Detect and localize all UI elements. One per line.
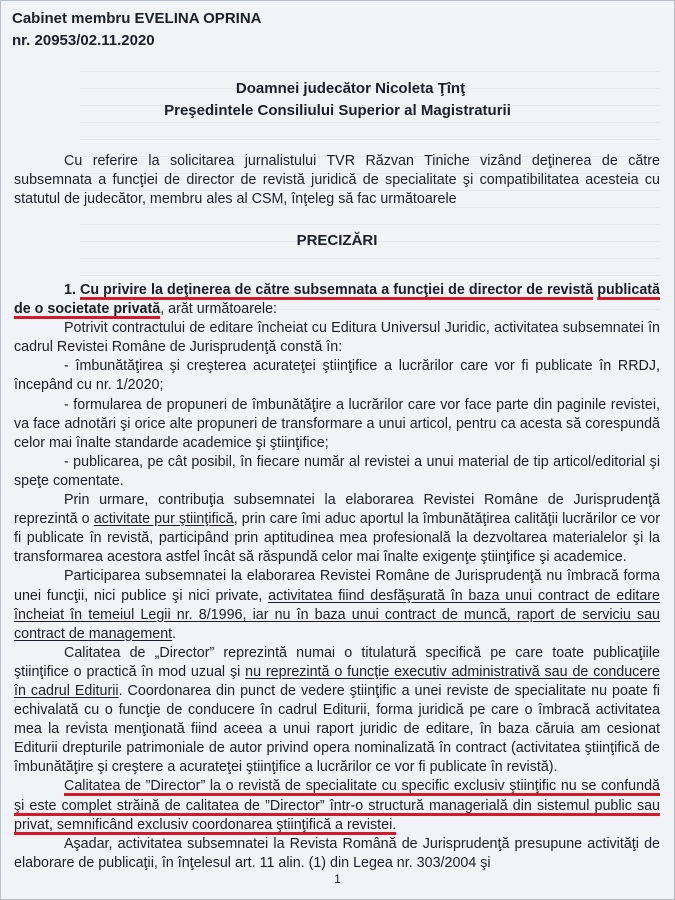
conclusion-paragraph: Aşadar, activitatea subsemnatei la Revista Română de Jurisprudenţă presupune activităţi de elaborare de publicaţii, în înţelesul art. 11 alin. (1) din Legea nr. 303/2004 şi <box>14 835 660 871</box>
point-1-heading: 1. Cu privire la deţinerea de către subsemnata a funcţiei de director de revistă publicată de o societate privată, arăt următoarele: <box>14 282 660 318</box>
not-executive-phrase: nu reprezintă o funcţie executiv administrativă sau de conducere în cadrul Editurii <box>14 663 660 699</box>
page-number: 1 <box>334 872 341 886</box>
sender-name: Cabinet membru EVELINA OPRINA <box>12 10 262 27</box>
scientific-activity-phrase: activitate pur ştiinţifică <box>93 511 234 528</box>
participation-paragraph: Participarea subsemnatei la elaborarea Revistei Române de Jurisprudenţă nu îmbracă forma unei funcţii, nici publice şi nici private, activitatea fiind desfăşurată în baza unui contract de editare încheiat în temeiul Legii nr. 8/1996, iar nu în baza unui contract de muncă, raport de serviciu sau contract de management. <box>14 568 661 642</box>
contract-basis-phrase: activitatea fiind desfăşurată în baza unui contract de editare încheiat în temeiul Legii nr. 8/1996, iar nu în baza unui contract de muncă, raport de serviciu sau contract de management <box>14 587 661 642</box>
point-1-heading-rest: publicată de o societate privată <box>14 282 660 318</box>
consequence-paragraph: Prin urmare, contribuţia subsemnatei la elaborarea Revistei Române de Jurisprudenţă reprezintă o activitate pur ştiinţifică, prin care îmi aduc aportul la îmbunătăţirea calităţii lucrărilor ce vor fi publicate în revistă, participând prin aptitudinea mea profesională la dezvoltarea materialelor şi la transformarea acestora astfel încât să răspundă celor mai înalte exigenţe ştiinţifice şi academice. <box>14 492 660 566</box>
duty-item-3: - publicarea, pe cât posibil, în fiecare număr al revistei a unui material de tip articol/editorial şi speţe comentate. <box>14 453 660 489</box>
duty-item-2: - formularea de propuneri de îmbunătăţire a lucrărilor care vor face parte din paginile revistei, va face adnotări şi orice alte propuneri de transformare a unui articol, pentru ca acesta să corespundă celor mai înalte standarde academice şi ştiinţifice; <box>14 396 660 451</box>
section-title: PRECIZĂRI <box>296 232 378 249</box>
addressee-name: Doamnei judecător Nicoleta Ţînţ <box>235 80 466 97</box>
main-content <box>14 281 660 873</box>
intro-paragraph: Cu referire la solicitarea jurnalistului TVR Răzvan Tiniche vizând deţinerea de către subsemnata a funcţiei de director de revistă juridică de specialitate şi compatibilitatea acesteia cu statutul de judecător, membru ales al CSM, înţeleg să fac următoarele <box>14 153 660 208</box>
director-title-paragraph: Calitatea de „Director” reprezintă numai o titulatură specifică pe care toate publicaţiile ştiinţifice o practică în mod uzual şi nu reprezintă o funcţie executiv administrativă sau de conducere în cadrul Editurii. Coordonarea din punct de vedere ştiinţific a unei reviste de specialitate nu poate fi echivalată cu o funcţie de conducere în cadrul Editurii, forma juridică pe care o îmbracă activitatea mea la revista menţionată fiind aceea a unui raport juridic de editare, în baza căruia am cesionat Editurii drepturile patrimoniale de autor privind opera nominalizată în contract (activitatea ştiinţifică de îmbunătăţire şi creştere a acurateţei ştiinţifice a lucrărilor ce vor fi publicate în revistă). <box>14 644 660 776</box>
addressee-block <box>0 78 675 122</box>
duty-item-1: - îmbunătăţirea şi creşterea acurateţei ştiinţifice a lucrărilor care vor fi publicate în RRDJ, începând cu nr. 1/2020; <box>14 358 660 394</box>
addressee-title: Preşedintele Consiliului Superior al Magistraturii <box>164 102 511 119</box>
sender-header <box>12 8 261 52</box>
emphasis-underlined-text: Calitatea de ”Director” la o revistă de specialitate cu specific exclusiv ştiinţific nu se confundă şi este complet străină de calitatea de ”Director” într-o structură managerială din sistemul public sau privat, semnificând exclusiv coordonarea ştiinţifică a revistei. <box>14 778 660 833</box>
point-1-heading-underlined: Cu privire la deţinerea de către subsemnata a funcţiei de director de revistă <box>80 282 594 298</box>
emphasis-paragraph <box>14 777 660 834</box>
reference-number: nr. 20953/02.11.2020 <box>12 32 155 49</box>
contract-paragraph: Potrivit contractului de editare încheiat cu Editura Universul Juridic, activitatea subsemnatei în cadrul Revistei Române de Jurisprudenţă constă în: <box>14 320 660 356</box>
